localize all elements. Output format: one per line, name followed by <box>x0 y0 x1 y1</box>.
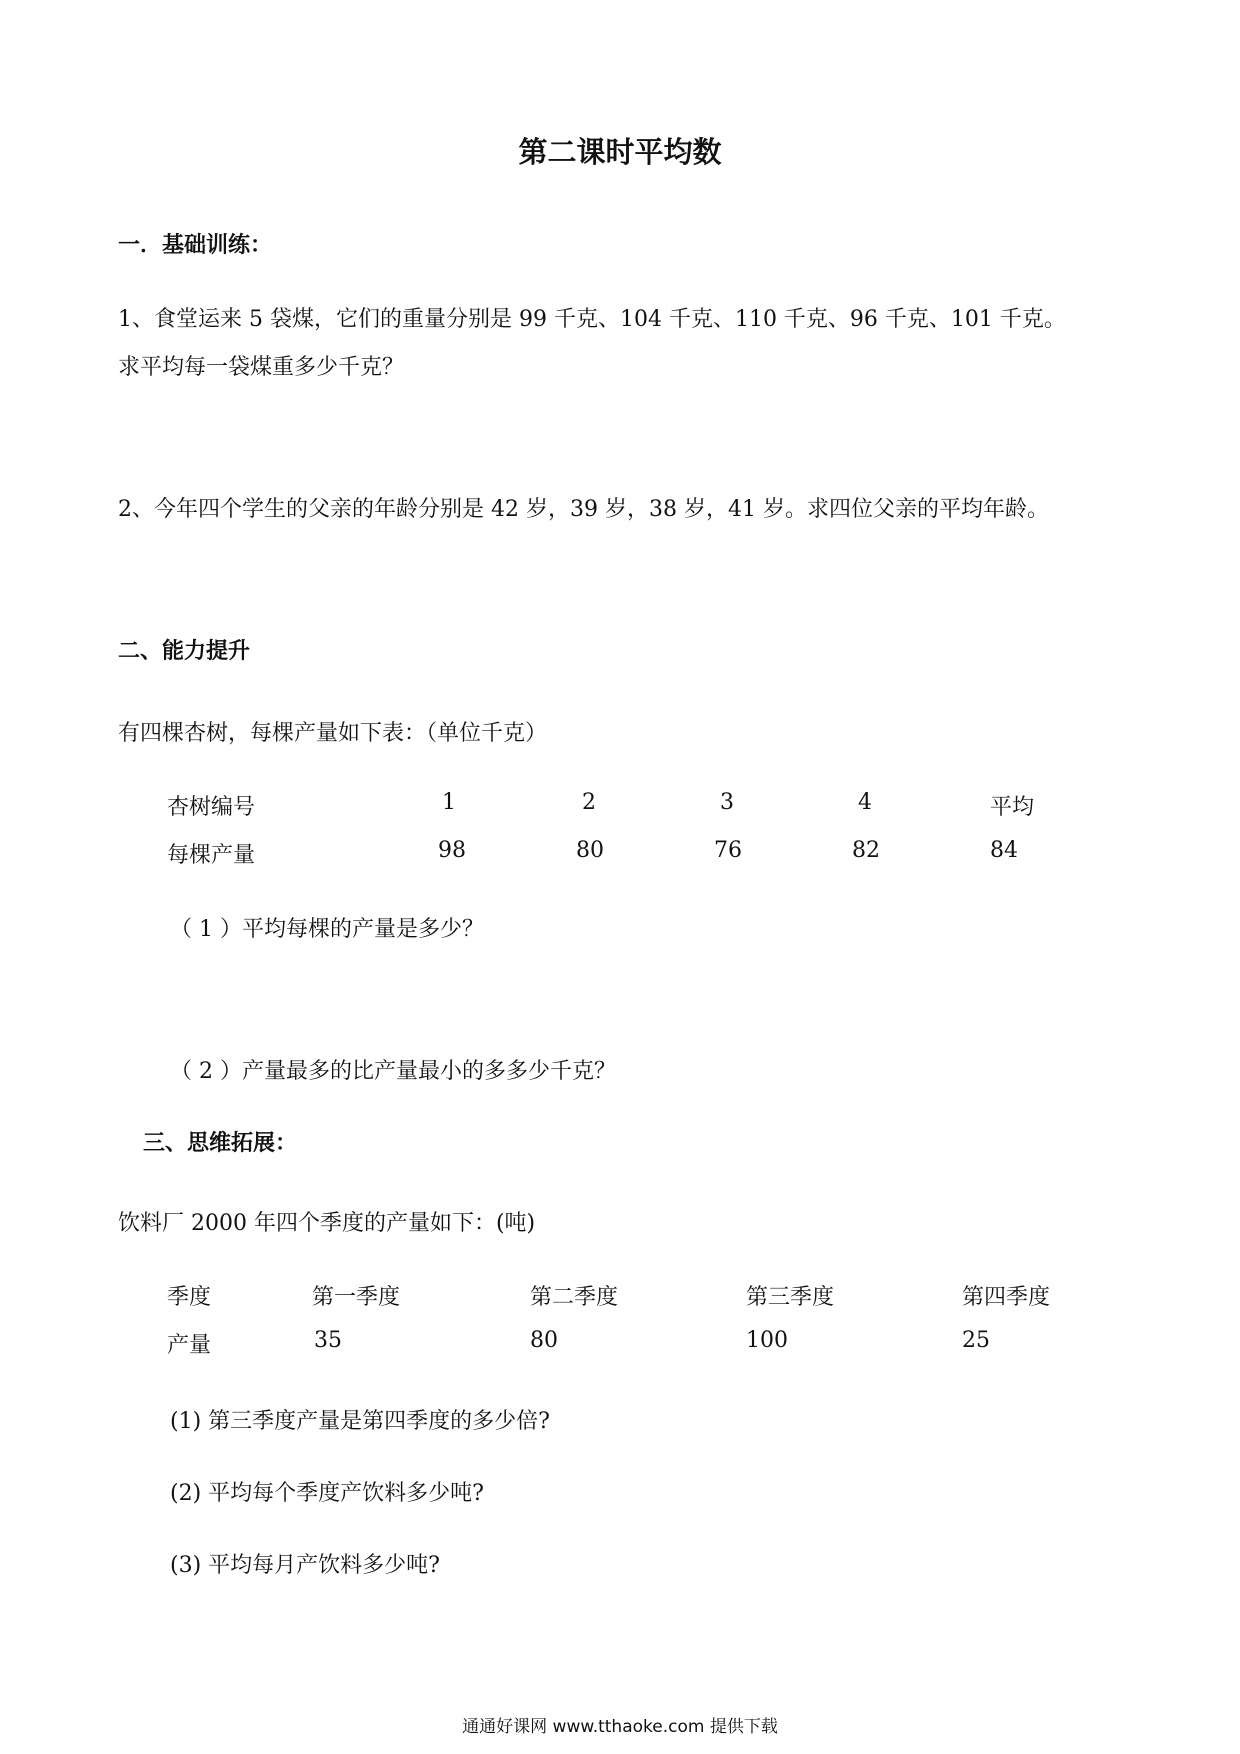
apricot-table-header-cell: 1 <box>442 790 456 815</box>
page-title: 第二课时平均数 <box>518 135 722 169</box>
apricot-table-cell: 84 <box>990 838 1018 863</box>
section-3-heading: 三、思维拓展： <box>143 1131 298 1156</box>
question-2: 2、今年四个学生的父亲的年龄分别是 42 岁，39 岁，38 岁，41 岁。求四位父亲的平均年龄。 <box>118 497 1049 522</box>
apricot-question-1: （ 1 ）平均每棵的产量是多少？ <box>170 917 484 942</box>
beverage-table-header-cell: 第二季度 <box>530 1285 619 1310</box>
apricot-table-cell: 80 <box>576 838 604 863</box>
beverage-table-cell: 80 <box>530 1328 558 1353</box>
section-2-heading: 二、能力提升 <box>118 639 251 664</box>
beverage-question-3: (3) 平均每月产饮料多少吨? <box>170 1553 440 1578</box>
beverage-table-cell: 100 <box>746 1328 788 1353</box>
beverage-table-header-cell: 第三季度 <box>746 1285 835 1310</box>
beverage-question-1: (1) 第三季度产量是第四季度的多少倍? <box>170 1409 550 1434</box>
apricot-table-cell: 82 <box>852 838 880 863</box>
beverage-table-cell: 25 <box>962 1328 990 1353</box>
question-1-line-1: 1、食堂运来 5 袋煤，它们的重量分别是 99 千克、104 千克、110 千克、96 千克、101 千克。 <box>118 307 1066 332</box>
section-1-heading: 一．基础训练： <box>118 233 273 258</box>
beverage-table-header-cell: 第一季度 <box>312 1285 401 1310</box>
beverage-table-header-label: 季度 <box>167 1285 212 1310</box>
apricot-table-cell: 76 <box>714 838 742 863</box>
beverage-table-row-label: 产量 <box>167 1333 212 1358</box>
beverage-intro: 饮料厂 2000 年四个季度的产量如下：(吨) <box>118 1211 536 1236</box>
apricot-question-2: （ 2 ）产量最多的比产量最小的多多少千克？ <box>170 1059 616 1084</box>
apricot-table-header-label: 杏树编号 <box>167 795 256 820</box>
apricot-table-header-cell: 4 <box>858 790 872 815</box>
apricot-table-cell: 98 <box>438 838 466 863</box>
apricot-intro: 有四棵杏树，每棵产量如下表：（单位千克） <box>118 721 548 746</box>
apricot-table-row-label: 每棵产量 <box>167 843 256 868</box>
footer-credit: 通通好课网 www.tthaoke.com 提供下载 <box>462 1717 778 1737</box>
apricot-table-header-cell: 2 <box>582 790 596 815</box>
apricot-table-header-cell: 3 <box>720 790 734 815</box>
beverage-question-2: (2) 平均每个季度产饮料多少吨? <box>170 1481 484 1506</box>
question-1-line-2: 求平均每一袋煤重多少千克？ <box>118 355 405 380</box>
apricot-table-header-cell: 平均 <box>990 795 1035 820</box>
beverage-table-header-cell: 第四季度 <box>962 1285 1051 1310</box>
beverage-table-cell: 35 <box>314 1328 342 1353</box>
